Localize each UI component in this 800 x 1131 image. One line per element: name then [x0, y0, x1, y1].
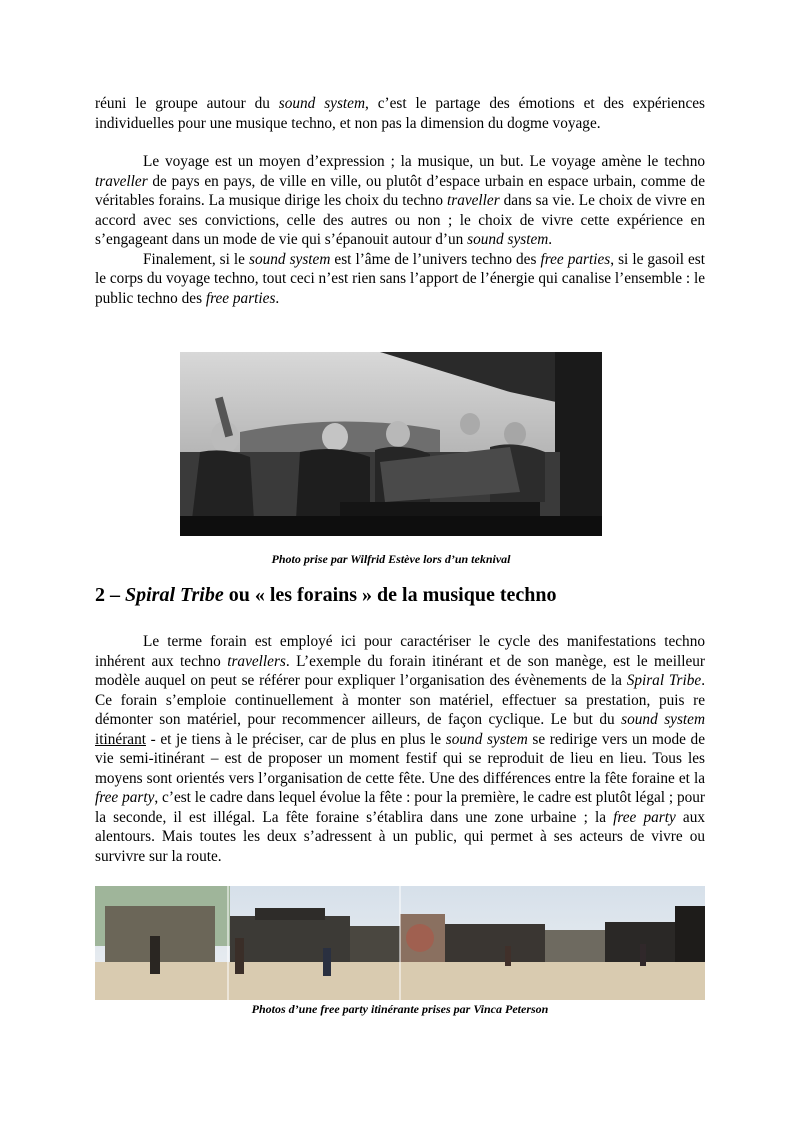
paragraph-voyage: Le voyage est un moyen d’expression ; la musique, un but. Le voyage amène le techno traveller de pays en pays, de ville en ville, ou plutôt d’espace urbain en espace urbain, comme de véritables forains. La musique dirige les choix du techno traveller dans sa vie. Le choix de vivre en accord avec ses convictions, celle des autres ou non ; le choix de vivre cette expérience en s’engageant dans un mode de vie qui s’épanouit autour d’un sound system.: [95, 153, 705, 248]
body-text-top: [95, 94, 705, 308]
paragraph-forain: Le terme forain est employé ici pour caractériser le cycle des manifestations techno inhérent aux techno travellers. L’exemple du forain itinérant et de son manège, est le meilleur modèle auquel on peut se référer pour expliquer l’organisation des évènements de la Spiral Tribe. Ce forain s’emploie continuellement à monter son matériel, effectuer sa prestation, puis re démonter son matériel, pour recommencer ailleurs, de façon cyclique. Le but du sound system itinérant - et je tiens à le préciser, car de plus en plus le sound system se redirige vers un mode de vie semi-itinérant – est de proposer un moment festif qui se reproduit de lieu en lieu. Tous les moyens sont orientés vers l’organisation de cette fête. Une des différences entre la fête foraine et la free party, c’est le cadre dans lequel évolue la fête : pour la première, le cadre est plutôt légal ; pour la seconde, il est illégal. La fête foraine s’établira dans une zone urbaine ; la free party aux alentours. Mais toutes les deux s’adressent à un public, qui permet à ses acteurs de vivre ou survivre sur la route.: [95, 633, 706, 865]
section-heading: 2 – Spiral Tribe ou « les forains » de la musique techno: [95, 584, 557, 606]
photo-caption-free-party: Photos d’une free party itinérante prises par Vinca Peterson: [251, 1002, 549, 1016]
photo-caption-teknival: Photo prise par Wilfrid Estève lors d’un teknival: [271, 552, 511, 566]
paragraph-final: Finalement, si le sound system est l’âme de l’univers techno des free parties, si le gasoil est le corps du voyage techno, tout ceci n’est rien sans l’apport de l’énergie qui canalise l’ensemble : le public techno des free parties.: [95, 250, 705, 307]
paragraph-intro: réuni le groupe autour du sound system, c’est le partage des émotions et des expériences individuelles pour une musique techno, et non pas la dimension du dogme voyage.: [95, 95, 705, 132]
free-party-panorama: [95, 886, 705, 1000]
body-text-section2: [95, 632, 705, 866]
teknival-photo: [180, 352, 602, 536]
